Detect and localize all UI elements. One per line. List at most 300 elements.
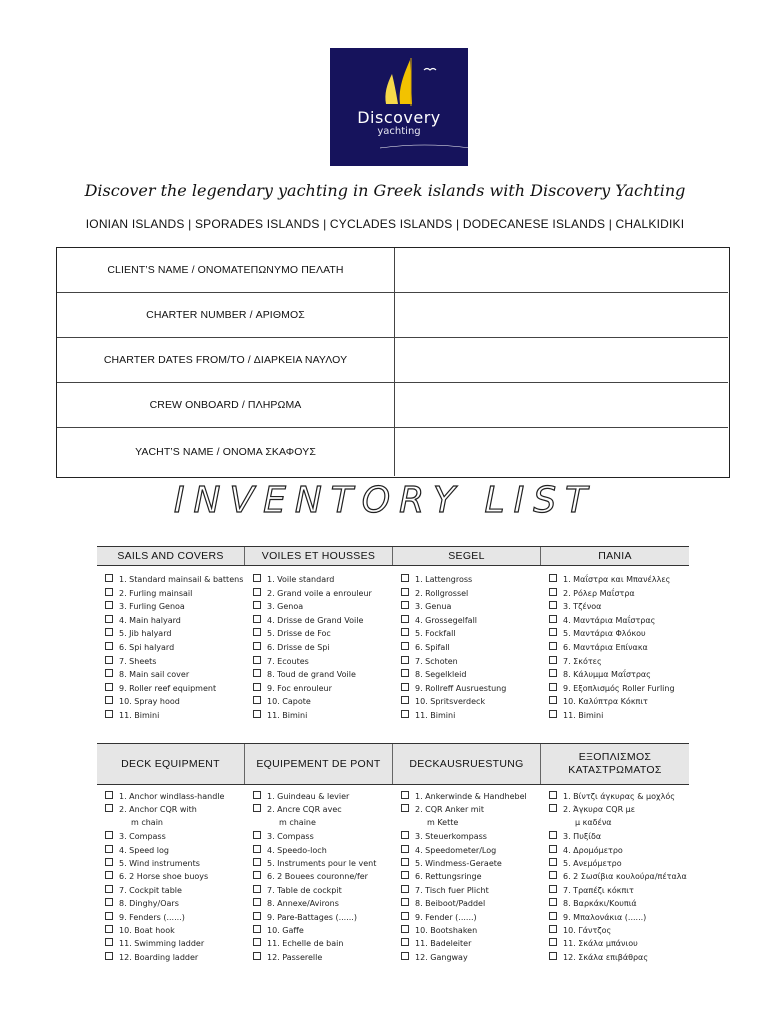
checklist-item	[253, 871, 368, 881]
checkbox[interactable]	[253, 871, 261, 879]
sails-header-row	[97, 546, 689, 566]
checkbox[interactable]	[105, 669, 113, 677]
header-cell: ΠΑΝΙΑ	[598, 549, 632, 562]
item-label: 6. 2 Bouees couronne/fer	[267, 872, 368, 882]
item-label: 12. Gangway	[415, 952, 468, 962]
checkbox[interactable]	[549, 858, 557, 866]
item-label: 1. Μαΐστρα και Μπανέλλες	[563, 575, 671, 584]
checklist-item	[401, 710, 455, 720]
checklist-item	[253, 656, 309, 666]
item-label: 6. Μαντάρια Επίνακα	[563, 643, 648, 652]
checkbox[interactable]	[105, 791, 113, 799]
header-cell: VOILES ET HOUSSES	[245, 547, 393, 565]
islands-list: IONIAN ISLANDS | SPORADES ISLANDS | CYCLADES ISLANDS | DODECANESE ISLANDS | CHALKIDIKI	[85, 217, 685, 231]
checklist-item	[549, 615, 655, 625]
checkbox[interactable]	[549, 845, 557, 853]
checklist-item	[549, 574, 670, 584]
checklist-item	[401, 588, 468, 598]
sails-inventory	[97, 546, 689, 726]
checklist-item	[105, 845, 169, 855]
checklist-item	[549, 696, 648, 706]
item-label: 2. Ρόλερ Μαΐστρα	[563, 588, 635, 598]
item-label: 2. Άγκυρα CQR με	[563, 805, 636, 815]
item-label: 3. Τζένοα	[563, 602, 602, 612]
checklist-item	[253, 588, 372, 598]
checkbox[interactable]	[253, 642, 261, 650]
checklist-item	[253, 804, 342, 814]
item-label: 8. Βαρκάκι/Κουπιά	[563, 899, 637, 909]
checklist-item	[253, 669, 356, 679]
checkbox[interactable]	[253, 601, 261, 609]
checklist-item	[253, 858, 376, 868]
checklist-item	[549, 885, 634, 895]
checkbox[interactable]	[105, 710, 113, 718]
checkbox[interactable]	[105, 858, 113, 866]
checkbox[interactable]	[401, 642, 409, 650]
checkbox[interactable]	[105, 656, 113, 664]
checklist-item	[253, 628, 331, 638]
checkbox[interactable]	[401, 858, 409, 866]
tagline: Discover the legendary yachting in Greek islands with Discovery Yachting	[84, 181, 686, 200]
checklist-item	[105, 898, 179, 908]
item-label: 4. Δρομόμετρο	[563, 845, 623, 855]
checkbox[interactable]	[549, 710, 557, 718]
checkbox[interactable]	[105, 696, 113, 704]
header-cell: SEGEL	[393, 547, 541, 565]
client-row-crew	[57, 383, 728, 428]
item-label: 7. Σκότες	[563, 656, 602, 666]
checklist-item	[401, 615, 477, 625]
checkbox[interactable]	[401, 669, 409, 677]
checklist-item	[105, 791, 224, 801]
item-label: 12. Boarding ladder	[119, 952, 199, 962]
item-label: 10. Gaffe	[267, 926, 304, 935]
item-label: 8. Beiboot/Paddel	[415, 899, 486, 909]
checklist-item	[105, 696, 180, 706]
checklist-item	[253, 845, 327, 855]
checklist-item	[253, 952, 322, 962]
checklist-item	[105, 642, 174, 652]
checklist-item	[105, 656, 156, 666]
checkbox[interactable]	[549, 791, 557, 799]
item-label: 4. Grossegelfall	[415, 615, 478, 625]
item-label: 10. Capote	[267, 697, 311, 707]
checklist-item	[401, 601, 451, 611]
checkbox[interactable]	[549, 642, 557, 650]
item-label: 3. Compass	[267, 832, 314, 842]
checkbox[interactable]	[105, 938, 113, 946]
item-label: 8. Toud de grand Voile	[267, 670, 356, 680]
checklist-item	[105, 831, 166, 841]
checkbox[interactable]	[401, 925, 409, 933]
checklist-item	[549, 938, 638, 948]
checklist-item	[401, 858, 502, 868]
item-label: 1. Guindeau & levier	[267, 792, 350, 801]
checklist-item	[105, 804, 197, 814]
item-label: 4. Speedo-loch	[267, 845, 327, 855]
field-label: CHARTER NUMBER / ΑΡΙΘΜΟΣ	[57, 293, 395, 337]
item-label: 9. Fender (......)	[415, 912, 477, 922]
checkbox[interactable]	[549, 601, 557, 609]
checklist-item	[105, 871, 208, 881]
checkbox[interactable]	[105, 601, 113, 609]
checklist-item	[401, 952, 468, 962]
item-label: 5. Wind instruments	[119, 859, 200, 868]
checklist-item	[253, 574, 334, 584]
yacht-name-field[interactable]	[395, 428, 728, 476]
checkbox[interactable]	[253, 925, 261, 933]
checklist-item	[253, 831, 314, 841]
checkbox[interactable]	[401, 938, 409, 946]
checkbox[interactable]	[105, 871, 113, 879]
checkbox[interactable]	[253, 669, 261, 677]
checkbox[interactable]	[401, 628, 409, 636]
checkbox[interactable]	[549, 831, 557, 839]
item-label: 1. Lattengross	[415, 575, 473, 584]
checkbox[interactable]	[549, 696, 557, 704]
item-label: 2. Anchor CQR with	[119, 805, 197, 815]
item-label: m chain	[131, 817, 163, 827]
checkbox[interactable]	[253, 588, 261, 596]
checklist-item	[105, 938, 204, 948]
checklist-item	[105, 669, 189, 679]
company-logo	[330, 48, 468, 166]
checklist-item	[549, 710, 603, 720]
checkbox[interactable]	[401, 791, 409, 799]
checkbox[interactable]	[401, 885, 409, 893]
checkbox[interactable]	[105, 831, 113, 839]
checklist-item	[549, 601, 601, 611]
client-info-table	[56, 247, 730, 478]
checkbox[interactable]	[253, 858, 261, 866]
checkbox[interactable]	[549, 871, 557, 879]
field-label: CHARTER DATES FROM/TO / ΔΙΑΡΚΕΙΑ ΝΑΥΛΟΥ	[57, 338, 395, 382]
header-cell: ΕΞΟΠΛΙΣΜΟΣ ΚΑΤΑΣΤΡΩΜΑΤΟΣ	[568, 751, 662, 776]
checkbox[interactable]	[253, 938, 261, 946]
item-label: 6. Drisse de Spi	[267, 643, 330, 652]
checklist-item	[401, 925, 477, 935]
checklist-item	[549, 898, 637, 908]
item-label: 3. Genua	[415, 602, 452, 612]
checkbox[interactable]	[105, 628, 113, 636]
sails-items	[97, 566, 689, 726]
item-label: 1. Anchor windlass-handle	[119, 792, 225, 801]
item-label: 6. 2 Σωσίβια κουλούρα/πέταλα	[563, 872, 687, 882]
checkbox[interactable]	[105, 615, 113, 623]
checklist-item	[401, 804, 484, 814]
checkbox[interactable]	[253, 615, 261, 623]
checklist-item	[549, 588, 635, 598]
checklist-item	[401, 938, 471, 948]
checklist-item	[401, 656, 458, 666]
checkbox[interactable]	[401, 871, 409, 879]
checklist-item	[105, 615, 181, 625]
checklist-item	[105, 683, 216, 693]
field-label: CREW ONBOARD / ΠΛΗΡΩΜΑ	[57, 383, 395, 427]
item-label: 10. Bootshaken	[415, 926, 478, 935]
item-label: 3. Compass	[119, 832, 166, 842]
item-label: 9. Εξοπλισμός Roller Furling	[563, 683, 675, 693]
checklist-item	[401, 831, 487, 841]
logo-sub-text: yachting	[377, 126, 421, 137]
item-label: 11. Bimini	[267, 711, 308, 720]
checkbox[interactable]	[105, 885, 113, 893]
checklist-item	[253, 683, 332, 693]
client-name-field[interactable]	[395, 248, 728, 292]
checklist-item	[253, 696, 311, 706]
checkbox[interactable]	[401, 601, 409, 609]
checklist-item	[105, 588, 192, 598]
deck-items	[97, 785, 689, 965]
item-label: 7. Table de cockpit	[267, 885, 342, 895]
item-label: 6. Spi halyard	[119, 643, 175, 652]
client-row-yacht-name	[57, 428, 728, 476]
header-cell: DECKAUSRUESTUNG	[393, 744, 541, 784]
item-label: 10. Γάντζος	[563, 926, 612, 935]
item-label: 8. Segelkleid	[415, 670, 467, 680]
item-label: 7. Schoten	[415, 656, 458, 666]
checkbox[interactable]	[549, 898, 557, 906]
checklist-item	[105, 925, 175, 935]
checklist-item	[401, 845, 496, 855]
item-label: 7. Sheets	[119, 656, 157, 666]
item-label: 1. Βίντζι άγκυρας & μοχλός	[563, 792, 675, 801]
item-label: 9. Roller reef equipment	[119, 683, 217, 693]
checkbox[interactable]	[549, 804, 557, 812]
checkbox[interactable]	[549, 938, 557, 946]
item-label: 2. CQR Anker mit	[415, 805, 484, 815]
checkbox[interactable]	[401, 831, 409, 839]
checkbox[interactable]	[253, 574, 261, 582]
item-label: 8. Dinghy/Oars	[119, 899, 179, 909]
item-label: 11. Σκάλα μπάνιου	[563, 939, 638, 949]
checkbox[interactable]	[401, 952, 409, 960]
item-label: 5. Jib halyard	[119, 629, 172, 639]
header-cell: SAILS AND COVERS	[97, 547, 245, 565]
item-label: 7. Tisch fuer Plicht	[415, 885, 489, 895]
checkbox[interactable]	[401, 683, 409, 691]
checkbox[interactable]	[253, 885, 261, 893]
item-label: 5. Ανεμόμετρο	[563, 859, 622, 868]
checkbox[interactable]	[253, 845, 261, 853]
checkbox[interactable]	[253, 791, 261, 799]
checkbox[interactable]	[401, 656, 409, 664]
item-label: 7. Cockpit table	[119, 885, 182, 895]
item-label: 5. Windmess-Geraete	[415, 859, 502, 868]
checkbox[interactable]	[401, 696, 409, 704]
checkbox[interactable]	[549, 574, 557, 582]
checklist-item	[401, 885, 489, 895]
checklist-item	[253, 601, 303, 611]
checkbox[interactable]	[401, 588, 409, 596]
field-label: CLIENT’S NAME / ΟΝΟΜΑΤΕΠΩΝΥΜΟ ΠΕΛΑΤΗ	[57, 248, 395, 292]
checkbox[interactable]	[401, 912, 409, 920]
item-label: 8. Main sail cover	[119, 670, 190, 680]
client-row-charter-dates	[57, 338, 728, 383]
checkbox[interactable]	[401, 710, 409, 718]
checklist-item	[549, 831, 601, 841]
item-label: 5. Fockfall	[415, 629, 456, 639]
checklist-item	[105, 710, 159, 720]
item-label: 2. Rollgrossel	[415, 588, 469, 598]
charter-dates-field[interactable]	[395, 338, 728, 382]
checkbox[interactable]	[105, 898, 113, 906]
client-row-name	[57, 248, 728, 293]
deck-header-row	[97, 743, 689, 785]
crew-onboard-field[interactable]	[395, 383, 728, 427]
checklist-item	[105, 574, 243, 584]
inventory-title: INVENTORY LIST	[173, 480, 597, 521]
checklist-item	[253, 791, 349, 801]
item-label: 3. Genoa	[267, 602, 304, 612]
checkbox[interactable]	[549, 952, 557, 960]
checkbox[interactable]	[549, 912, 557, 920]
item-label: 10. Spritsverdeck	[415, 697, 486, 707]
checklist-item	[549, 912, 646, 922]
charter-number-field[interactable]	[395, 293, 728, 337]
checklist-item	[549, 804, 635, 814]
item-label: 5. Instruments pour le vent	[267, 859, 377, 868]
item-label: 11. Badeleiter	[415, 939, 472, 949]
checklist-item	[253, 885, 342, 895]
item-label: 4. Main halyard	[119, 615, 181, 625]
checkbox[interactable]	[105, 574, 113, 582]
checklist-item	[549, 845, 623, 855]
checklist-item	[105, 858, 200, 868]
item-label: 1. Voile standard	[267, 575, 335, 584]
checklist-item	[549, 656, 602, 666]
header-cell: EQUIPEMENT DE PONT	[245, 744, 393, 784]
checklist-item	[253, 710, 307, 720]
checklist-item	[549, 683, 675, 693]
item-label: 3. Steuerkompass	[415, 832, 487, 842]
checkbox[interactable]	[549, 615, 557, 623]
checklist-item	[253, 938, 343, 948]
item-label: 6. 2 Horse shoe buoys	[119, 872, 209, 882]
checklist-item	[401, 628, 456, 638]
checklist-item	[105, 885, 182, 895]
checkbox[interactable]	[549, 683, 557, 691]
checklist-item	[105, 952, 198, 962]
logo-brand-text: Discovery	[357, 108, 441, 127]
checkbox[interactable]	[253, 628, 261, 636]
checkbox[interactable]	[105, 845, 113, 853]
item-label: 9. Μπαλονάκια (......)	[563, 912, 647, 922]
checkbox[interactable]	[549, 669, 557, 677]
checkbox[interactable]	[253, 952, 261, 960]
checkbox[interactable]	[549, 925, 557, 933]
checklist-item	[549, 858, 622, 868]
checkbox[interactable]	[401, 615, 409, 623]
item-label: 8. Κάλυμμα Μαΐστρας	[563, 670, 651, 680]
checklist-item	[401, 898, 485, 908]
item-label: 12. Σκάλα επιβάθρας	[563, 952, 649, 962]
item-label: μ καδένα	[575, 817, 612, 827]
checklist-item	[401, 574, 472, 584]
field-label: YACHT’S NAME / ΟΝΟΜΑ ΣΚΑΦΟΥΣ	[57, 428, 395, 476]
checklist-item	[401, 683, 506, 693]
checklist-item	[253, 615, 363, 625]
checkbox[interactable]	[401, 845, 409, 853]
item-label: 11. Bimini	[119, 711, 160, 720]
item-label: 9. Fenders (......)	[119, 912, 185, 922]
checkbox[interactable]	[105, 588, 113, 596]
item-label: 3. Πυξίδα	[563, 832, 602, 842]
item-label: 4. Speedometer/Log	[415, 845, 497, 855]
checkbox[interactable]	[253, 912, 261, 920]
checkbox[interactable]	[105, 804, 113, 812]
checkbox[interactable]	[549, 885, 557, 893]
item-label: 5. Drisse de Foc	[267, 629, 331, 639]
checklist-item	[105, 628, 171, 638]
checkbox[interactable]	[105, 952, 113, 960]
checkbox[interactable]	[401, 574, 409, 582]
item-label: 7. Ecoutes	[267, 656, 309, 666]
item-label: 6. Spifall	[415, 643, 450, 652]
item-label: 10. Καλύπτρα Κόκπιτ	[563, 697, 648, 707]
item-label: 9. Foc enrouleur	[267, 683, 332, 693]
checkbox[interactable]	[549, 656, 557, 664]
item-label: 11. Swimming ladder	[119, 939, 205, 949]
item-label: 2. Furling mainsail	[119, 588, 193, 598]
checklist-item	[549, 642, 648, 652]
checklist-item	[401, 791, 527, 801]
item-label: 8. Annexe/Avirons	[267, 899, 339, 909]
checkbox[interactable]	[253, 898, 261, 906]
checkbox[interactable]	[105, 925, 113, 933]
item-label: 10. Spray hood	[119, 697, 180, 707]
checkbox[interactable]	[105, 642, 113, 650]
checklist-item	[549, 669, 651, 679]
item-label: 9. Rollreff Ausruestung	[415, 683, 507, 693]
item-label: m Kette	[427, 817, 459, 827]
checklist-item	[549, 952, 648, 962]
checklist-item	[549, 791, 675, 801]
item-label: 7. Τραπέζι κόκπιτ	[563, 885, 634, 895]
checkbox[interactable]	[253, 804, 261, 812]
checkbox[interactable]	[105, 912, 113, 920]
item-label: 10. Boat hook	[119, 926, 175, 935]
checkbox[interactable]	[105, 683, 113, 691]
header-cell: DECK EQUIPMENT	[97, 744, 245, 784]
checkbox[interactable]	[549, 628, 557, 636]
checkbox[interactable]	[253, 831, 261, 839]
checklist-item	[549, 628, 646, 638]
checkbox[interactable]	[253, 710, 261, 718]
checklist-item	[253, 925, 304, 935]
checklist-item	[105, 601, 185, 611]
checkbox[interactable]	[253, 656, 261, 664]
item-label: 2. Grand voile a enrouleur	[267, 588, 372, 598]
checkbox[interactable]	[401, 804, 409, 812]
checklist-item	[253, 818, 316, 827]
checklist-item	[549, 871, 687, 881]
checkbox[interactable]	[549, 588, 557, 596]
checkbox[interactable]	[253, 696, 261, 704]
checklist-item	[401, 818, 458, 827]
checklist-item	[549, 925, 611, 935]
sailboat-icon	[330, 48, 468, 166]
checklist-item	[105, 912, 185, 922]
checklist-item	[253, 912, 357, 922]
checkbox[interactable]	[253, 683, 261, 691]
checklist-item	[549, 818, 612, 827]
checklist-item	[401, 696, 485, 706]
deck-inventory	[97, 743, 689, 965]
checklist-item	[401, 669, 466, 679]
item-label: 1. Ankerwinde & Handhebel	[415, 792, 527, 801]
checkbox[interactable]	[401, 898, 409, 906]
